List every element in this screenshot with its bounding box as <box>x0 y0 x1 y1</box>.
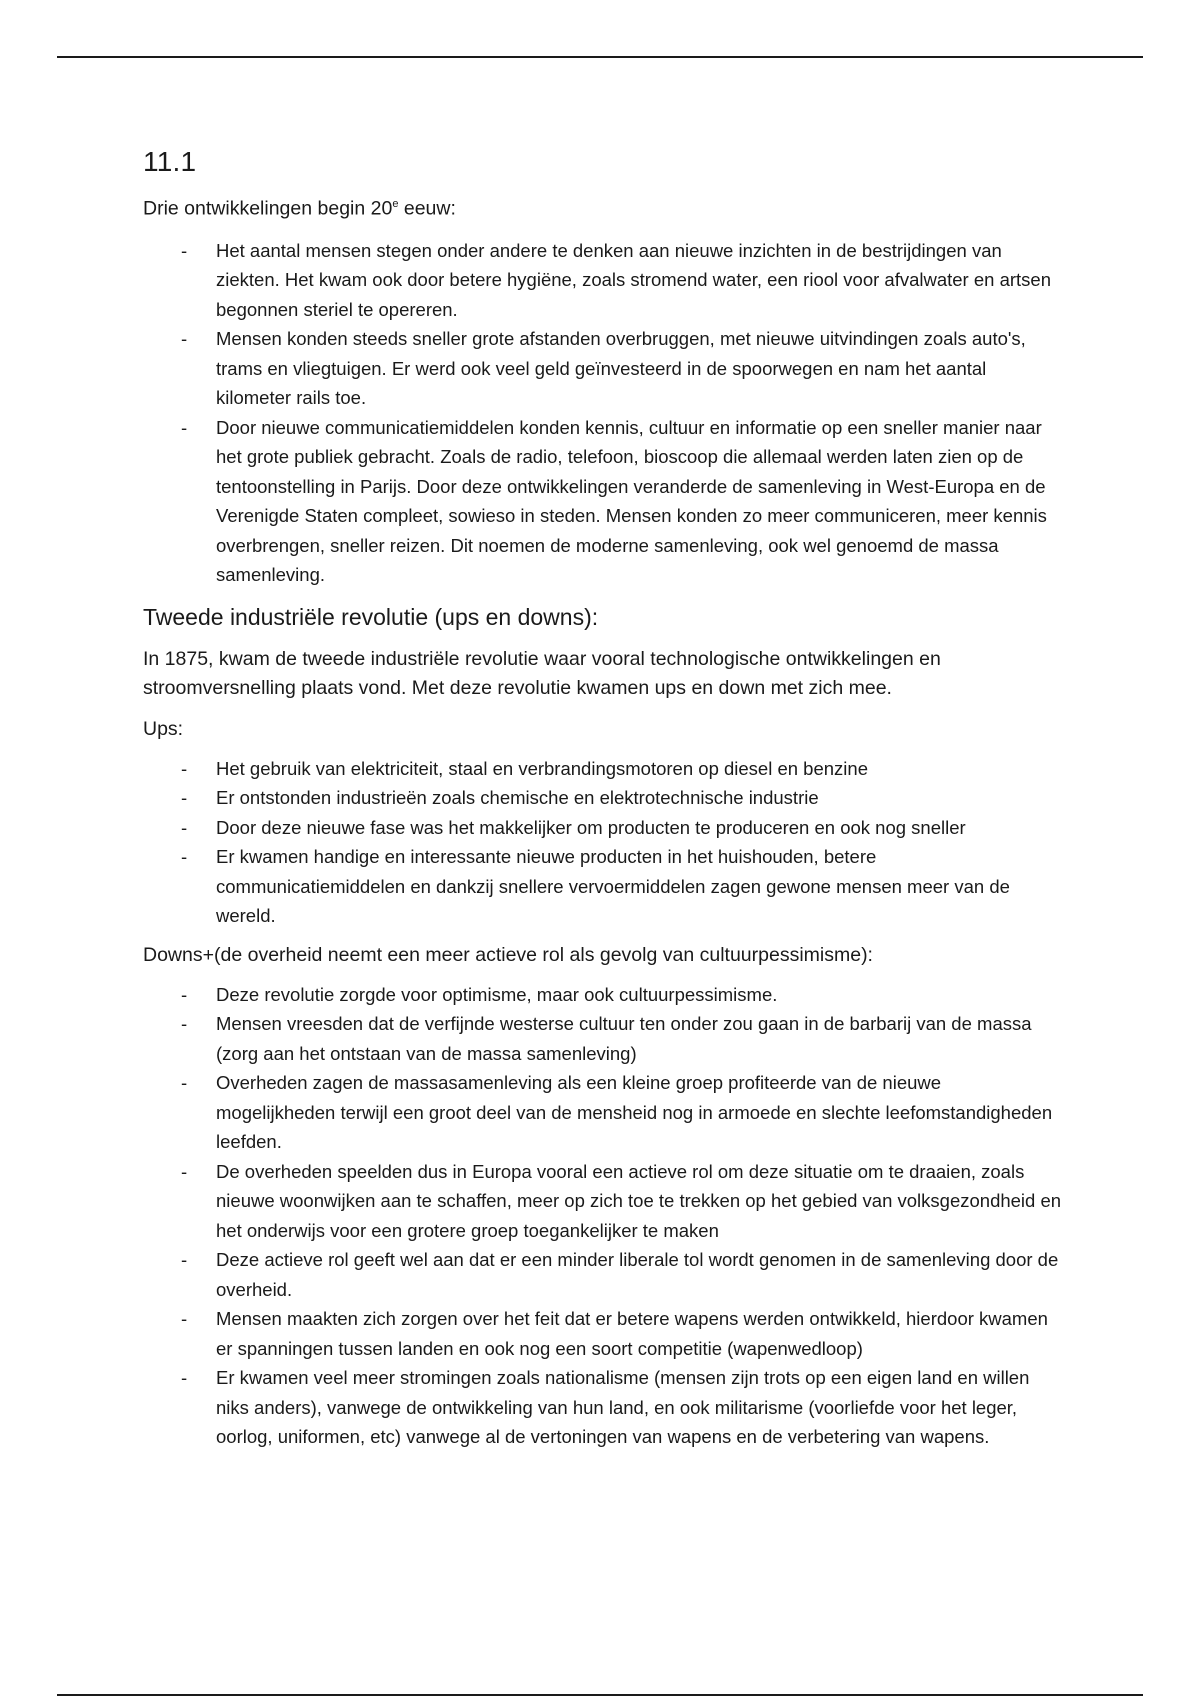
list-item: - Er kwamen handige en interessante nieuwe producten in het huishouden, betere communicatiemiddelen en dankzij snellere vervoermiddelen zagen gewone mensen meer van de wereld. <box>216 842 1063 931</box>
intro-line <box>143 190 1063 224</box>
list-item: - Er kwamen veel meer stromingen zoals nationalisme (mensen zijn trots op een eigen land en willen niks anders), vanwege de ontwikkeling van hun land, en ook militarisme (voorliefde voor het leger, oorlog, uniformen, etc) vanwege al de vertoningen van wapens en de verbetering van wapens. <box>216 1363 1063 1452</box>
list-item: - Het gebruik van elektriciteit, staal en verbrandingsmotoren op diesel en benzine <box>216 754 1063 784</box>
ups-label: Ups: <box>143 717 184 740</box>
intro-superscript: e <box>392 198 399 210</box>
list-item: - Mensen maakten zich zorgen over het feit dat er betere wapens werden ontwikkeld, hierdoor kwamen er spanningen tussen landen en ook nog een soort competitie (wapenwedloop) <box>216 1304 1063 1363</box>
list-item: - Deze revolutie zorgde voor optimisme, maar ook cultuurpessimisme. <box>216 980 1063 1010</box>
list-item: - De overheden speelden dus in Europa vooral een actieve rol om deze situatie om te draaien, zoals nieuwe woonwijken aan te schaffen, meer op zich toe te trekken op het gebied van volksgezondheid en het onderwijs voor een grotere groep toegankelijker te maken <box>216 1157 1063 1246</box>
ups-list <box>143 754 1063 931</box>
list-item: - Er ontstonden industrieën zoals chemische en elektrotechnische industrie <box>216 783 1063 813</box>
list-item: - Deze actieve rol geeft wel aan dat er een minder liberale tol wordt genomen in de samenleving door de overheid. <box>216 1245 1063 1304</box>
intro-text: Drie ontwikkelingen begin 20 <box>143 197 393 220</box>
list-item: - Het aantal mensen stegen onder andere te denken aan nieuwe inzichten in de bestrijdingen van ziekten. Het kwam ook door betere hygiëne, zoals stromend water, een riool voor afvalwater en artsen begonnen steriel te opereren. <box>216 236 1063 325</box>
document-body <box>143 146 1063 1462</box>
intro-text-end: eeuw: <box>398 197 456 220</box>
revolution-paragraph: In 1875, kwam de tweede industriële revolutie waar vooral technologische ontwikkelingen en stroomversnelling plaats vond. Met deze revolutie kwamen ups en down met zich mee. <box>143 647 941 699</box>
developments-list <box>143 236 1063 590</box>
list-item: - Door nieuwe communicatiemiddelen konden kennis, cultuur en informatie op een sneller manier naar het grote publiek gebracht. Zoals de radio, telefoon, bioscoop die allemaal werden laten zien op de tentoonstelling in Parijs. Door deze ontwikkelingen veranderde de samenleving in West-Europa en de Verenigde Staten compleet, sowieso in steden. Mensen konden zo meer communiceren, meer kennis overbrengen, sneller reizen. Dit noemen de moderne samenleving, ook wel genoemd de massa samenleving. <box>216 413 1063 590</box>
header-rule <box>57 56 1143 58</box>
list-item: - Mensen vreesden dat de verfijnde westerse cultuur ten onder zou gaan in de barbarij van de massa (zorg aan het ontstaan van de massa samenleving) <box>216 1009 1063 1068</box>
downs-label: Downs+(de overheid neemt een meer actieve rol als gevolg van cultuurpessimisme): <box>143 943 873 966</box>
footer-rule <box>57 1694 1143 1696</box>
revolution-heading: Tweede industriële revolutie (ups en downs): <box>143 603 599 630</box>
downs-list <box>143 980 1063 1452</box>
list-item: - Door deze nieuwe fase was het makkelijker om producten te produceren en ook nog sneller <box>216 813 1063 843</box>
list-item: - Overheden zagen de massasamenleving als een kleine groep profiteerde van de nieuwe mogelijkheden terwijl een groot deel van de mensheid nog in armoede en slechte leefomstandigheden leefden. <box>216 1068 1063 1157</box>
section-number: 11.1 <box>143 146 197 177</box>
list-item: - Mensen konden steeds sneller grote afstanden overbruggen, met nieuwe uitvindingen zoals auto's, trams en vliegtuigen. Er werd ook veel geld geïnvesteerd in de spoorwegen en nam het aantal kilometer rails toe. <box>216 324 1063 413</box>
